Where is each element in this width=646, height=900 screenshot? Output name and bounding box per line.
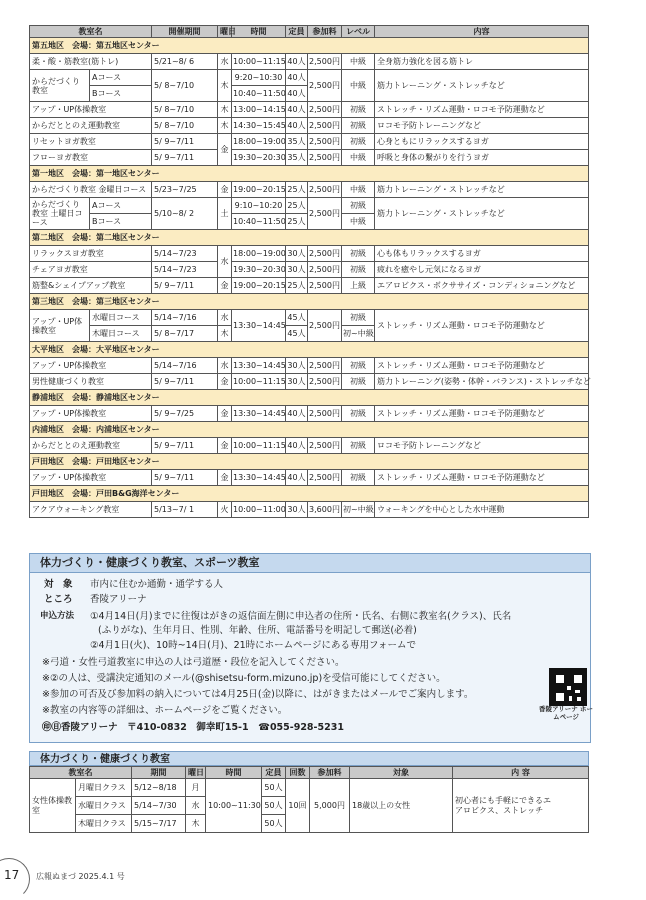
class-day: 土 (218, 198, 232, 230)
class-period: 5/13~7/ 1 (152, 502, 218, 518)
class-fee: 2,500円 (308, 70, 342, 102)
class-time: 10:40~11:50 (232, 214, 286, 230)
class-capacity: 25人 (286, 198, 308, 214)
class-name: からだづくり教室 土曜日コース (30, 198, 90, 230)
class-period: 5/ 9~7/11 (152, 374, 218, 390)
t2-cls: 月曜日クラス (76, 779, 132, 797)
district-row (30, 454, 589, 470)
class-day: 水 (218, 54, 232, 70)
class-time: 19:30~20:30 (232, 150, 286, 166)
class-period: 5/ 8~7/10 (152, 102, 218, 118)
class-capacity: 35人 (286, 150, 308, 166)
class-fee: 2,500円 (308, 310, 342, 342)
class-sub-course: 木曜日コース (90, 326, 152, 342)
district-label: 第二地区 会場：第二地区センター (30, 230, 589, 246)
table-row (30, 310, 589, 326)
class-name: アップ・UP体操教室 (30, 310, 90, 342)
t2-count: 10回 (286, 779, 310, 833)
class-name: リセットヨガ教室 (30, 134, 152, 150)
t2-day: 水 (186, 797, 206, 815)
class-fee: 2,500円 (308, 358, 342, 374)
class-capacity: 40人 (286, 70, 308, 86)
t2-col-period: 期間 (132, 767, 186, 779)
class-level: 初~中級 (342, 502, 375, 518)
class-content: 筋力トレーニング(姿勢・体幹・バランス)・ストレッチなど (375, 374, 589, 390)
class-capacity: 40人 (286, 438, 308, 454)
contact-line: ㊞㊐香陵アリーナ 〒410-0832 御幸町15-1 ☎055-928-5231 (42, 722, 344, 733)
class-content: 疲れを癒やし元気になるヨガ (375, 262, 589, 278)
class-content: 心も体もリラックスするヨガ (375, 246, 589, 262)
district-label: 大平地区 会場：大平地区センター (30, 342, 589, 358)
class-time: 9:20~10:30 (232, 70, 286, 86)
class-name: アップ・UP体操教室 (30, 470, 152, 486)
class-fee: 2,500円 (308, 262, 342, 278)
class-sub-course: 水曜日コース (90, 310, 152, 326)
class-content: ストレッチ・リズム運動・ロコモ予防運動など (375, 102, 589, 118)
class-level: 初級 (342, 358, 375, 374)
class-time: 13:00~14:15 (232, 102, 286, 118)
table-row (30, 102, 589, 118)
class-capacity: 45人 (286, 310, 308, 326)
class-time: 9:10~10:20 (232, 198, 286, 214)
class-fee: 2,500円 (308, 438, 342, 454)
class-name: からだととのえ運動教室 (30, 118, 152, 134)
class-day: 水 (218, 246, 232, 278)
class-capacity: 30人 (286, 262, 308, 278)
class-level: 初級 (342, 406, 375, 422)
district-row (30, 230, 589, 246)
class-content: ウォーキングを中心とした水中運動 (375, 502, 589, 518)
class-level: 初級 (342, 102, 375, 118)
class-day: 水 (218, 358, 232, 374)
class-period: 5/10~8/ 2 (152, 198, 218, 230)
class-period: 5/ 8~7/10 (152, 118, 218, 134)
class-level: 初級 (342, 118, 375, 134)
class-period: 5/ 9~7/11 (152, 438, 218, 454)
class-fee: 2,500円 (308, 278, 342, 294)
class-level: 初級 (342, 310, 375, 326)
class-day: 金 (218, 134, 232, 166)
class-name: アップ・UP体操教室 (30, 358, 152, 374)
class-level: 初~中級 (342, 326, 375, 342)
district-label: 戸田地区 会場：戸田B&G海洋センター (30, 486, 589, 502)
class-period: 5/14~7/23 (152, 262, 218, 278)
apply-line-2: (ふりがな)、生年月日、性別、年齢、住所、電話番号を明記して郵送(必着) (98, 625, 417, 636)
t2-col-fee: 参加料 (310, 767, 350, 779)
district-row (30, 342, 589, 358)
class-day: 木 (218, 102, 232, 118)
class-fee: 2,500円 (308, 102, 342, 118)
class-content: ストレッチ・リズム運動・ロコモ予防運動など (375, 470, 589, 486)
class-day: 火 (218, 502, 232, 518)
class-name: 男性健康づくり教室 (30, 374, 152, 390)
class-capacity: 40人 (286, 102, 308, 118)
t2-content (453, 779, 589, 833)
class-level: 中級 (342, 182, 375, 198)
class-capacity: 45人 (286, 326, 308, 342)
table-row (30, 502, 589, 518)
class-time: 18:00~19:00 (232, 246, 286, 262)
class-level: 上級 (342, 278, 375, 294)
class-day: 金 (218, 438, 232, 454)
class-fee: 2,500円 (308, 134, 342, 150)
class-sub-course: Aコース (90, 198, 152, 214)
district-row (30, 166, 589, 182)
class-name: からだづくり教室 (30, 70, 90, 102)
class-capacity: 40人 (286, 86, 308, 102)
class-period: 5/ 9~7/11 (152, 134, 218, 150)
col-header-capacity: 定員 (286, 26, 308, 38)
table-header-row (30, 26, 589, 38)
table-row (30, 246, 589, 262)
class-name: からだととのえ運動教室 (30, 438, 152, 454)
class-name: 筋整&シェイプアップ教室 (30, 278, 152, 294)
class-level: 初級 (342, 246, 375, 262)
table-row (30, 779, 589, 797)
class-capacity: 40人 (286, 406, 308, 422)
t2-time: 10:00~11:30 (206, 779, 262, 833)
table-row (30, 198, 589, 214)
class-time: 19:00~20:15 (232, 278, 286, 294)
table-row (30, 150, 589, 166)
class-period: 5/23~7/25 (152, 182, 218, 198)
class-time: 18:00~19:00 (232, 134, 286, 150)
district-row (30, 422, 589, 438)
class-sub-course: Bコース (90, 214, 152, 230)
t2-fee: 5,000円 (310, 779, 350, 833)
class-capacity: 40人 (286, 54, 308, 70)
class-day: 金 (218, 374, 232, 390)
class-period: 5/ 9~7/11 (152, 150, 218, 166)
t2-period: 5/14~7/30 (132, 797, 186, 815)
class-sub-course: Aコース (90, 70, 152, 86)
class-level: 初級 (342, 374, 375, 390)
class-period: 5/14~7/16 (152, 358, 218, 374)
class-fee: 2,500円 (308, 182, 342, 198)
class-capacity: 35人 (286, 134, 308, 150)
class-capacity: 30人 (286, 374, 308, 390)
note-4: ※教室の内容等の詳細は、ホームページをご覧ください。 (42, 705, 288, 716)
class-day: 金 (218, 406, 232, 422)
class-content: ロコモ予防トレーニングなど (375, 118, 589, 134)
class-period: 5/ 9~7/25 (152, 406, 218, 422)
t2-day: 木 (186, 815, 206, 833)
t2-col-content: 内 容 (453, 767, 589, 779)
table-row (30, 406, 589, 422)
qr-code-icon[interactable] (549, 668, 587, 706)
t2-col-time: 時間 (206, 767, 262, 779)
class-capacity: 40人 (286, 118, 308, 134)
class-time: 10:00~11:00 (232, 502, 286, 518)
class-fee: 2,500円 (308, 246, 342, 262)
table2-title: 体力づくり・健康づくり教室 (29, 751, 589, 766)
table-row (30, 374, 589, 390)
note-1: ※弓道・女性弓道教室に申込の人は弓道歴・段位を記入してください。 (42, 657, 345, 668)
class-sub-course: Bコース (90, 86, 152, 102)
col-header-content: 内容 (375, 26, 589, 38)
info-box (29, 553, 591, 743)
col-header-period: 開催期間 (152, 26, 218, 38)
class-time: 19:00~20:15 (232, 182, 286, 198)
class-level: 初級 (342, 438, 375, 454)
page-number: 17 (4, 868, 20, 882)
class-capacity: 30人 (286, 246, 308, 262)
class-content: 筋力トレーニング・ストレッチなど (375, 182, 589, 198)
t2-content-line-1: 初心者にも手軽にできるエ (455, 795, 551, 805)
class-fee: 3,600円 (308, 502, 342, 518)
qr-caption: 香陵アリーナ ホームページ (538, 705, 593, 721)
class-capacity: 30人 (286, 358, 308, 374)
t2-cls: 木曜日クラス (76, 815, 132, 833)
class-fee: 2,500円 (308, 150, 342, 166)
class-content: ストレッチ・リズム運動・ロコモ予防運動など (375, 406, 589, 422)
target-label: 対 象 (44, 579, 73, 590)
t2-col-capacity: 定員 (262, 767, 286, 779)
class-day: 木 (218, 70, 232, 102)
table-row (30, 262, 589, 278)
class-time: 10:00~11:15 (232, 374, 286, 390)
col-header-level: レベル (342, 26, 375, 38)
district-label: 戸田地区 会場：戸田地区センター (30, 454, 589, 470)
district-label: 静浦地区 会場：静浦地区センター (30, 390, 589, 406)
district-row (30, 294, 589, 310)
class-day: 木 (218, 118, 232, 134)
district-label: 第五地区 会場：第五地区センター (30, 38, 589, 54)
class-content: 心身ともにリラックスするヨガ (375, 134, 589, 150)
class-day: 水 (218, 310, 232, 326)
class-content: ロコモ予防トレーニングなど (375, 438, 589, 454)
class-time: 19:30~20:30 (232, 262, 286, 278)
class-fee: 2,500円 (308, 198, 342, 230)
class-content: 筋力トレーニング・ストレッチなど (375, 70, 589, 102)
class-period: 5/14~7/16 (152, 310, 218, 326)
class-fee: 2,500円 (308, 406, 342, 422)
place-label: ところ (44, 594, 73, 605)
class-name: 柔・酸・筋教室(筋トレ) (30, 54, 152, 70)
class-level: 中級 (342, 150, 375, 166)
class-period: 5/ 9~7/11 (152, 278, 218, 294)
class-day: 金 (218, 182, 232, 198)
t2-cap: 50人 (262, 779, 286, 797)
table-row (30, 118, 589, 134)
district-row (30, 38, 589, 54)
class-fee: 2,500円 (308, 54, 342, 70)
class-fee: 2,500円 (308, 118, 342, 134)
info-box-title: 体力づくり・健康づくり教室、スポーツ教室 (30, 554, 590, 573)
class-time: 10:00~11:15 (232, 438, 286, 454)
class-level: 中級 (342, 54, 375, 70)
place-text: 香陵アリーナ (90, 594, 147, 605)
class-period: 5/ 8~7/17 (152, 326, 218, 342)
class-content: 筋力トレーニング・ストレッチなど (375, 198, 589, 230)
t2-cap: 50人 (262, 815, 286, 833)
table-row (30, 470, 589, 486)
class-time: 13:30~14:45 (232, 470, 286, 486)
col-header-fee: 参加料 (308, 26, 342, 38)
page-footer (0, 858, 200, 888)
class-name: チェアヨガ教室 (30, 262, 152, 278)
class-day: 木 (218, 326, 232, 342)
class-period: 5/21~8/ 6 (152, 54, 218, 70)
t2-content-line-2: アロビクス、ストレッチ (455, 805, 544, 815)
apply-line-1: ①4月14日(月)までに往復はがきの返信面左側に申込者の住所・氏名、右側に教室名(クラス)、氏名 (90, 611, 512, 622)
class-name: アップ・UP体操教室 (30, 102, 152, 118)
table-row (30, 358, 589, 374)
table-row (30, 70, 589, 86)
apply-label: 申込方法 (40, 611, 75, 621)
table-row (30, 278, 589, 294)
col-header-name: 教室名 (30, 26, 152, 38)
publication-name: 広報ぬまづ 2025.4.1 号 (36, 872, 125, 881)
district-label: 第一地区 会場：第一地区センター (30, 166, 589, 182)
class-capacity: 25人 (286, 278, 308, 294)
class-fee: 2,500円 (308, 374, 342, 390)
t2-col-count: 回数 (286, 767, 310, 779)
t2-target: 18歳以上の女性 (350, 779, 453, 833)
note-3: ※参加の可否及び参加料の納入については4月25日(金)以降に、はがきまたはメールでご案内します。 (42, 689, 474, 700)
class-day: 金 (218, 470, 232, 486)
class-level: 初級 (342, 470, 375, 486)
class-time: 14:30~15:45 (232, 118, 286, 134)
t2-class-name: 女性体操教室 (30, 779, 76, 833)
class-content: ストレッチ・リズム運動・ロコモ予防運動など (375, 310, 589, 342)
t2-col-day: 曜日 (186, 767, 206, 779)
class-name: アップ・UP体操教室 (30, 406, 152, 422)
t2-cls: 水曜日クラス (76, 797, 132, 815)
table-row (30, 54, 589, 70)
apply-line-3: ②4月1日(火)、10時~14日(月)、21時にホームページにある専用フォームで (90, 640, 416, 651)
table-row (30, 182, 589, 198)
class-level: 初級 (342, 134, 375, 150)
schedule-table-women (29, 766, 589, 833)
table-row (30, 438, 589, 454)
class-time: 13:30~14:45 (232, 310, 286, 342)
t2-period: 5/12~8/18 (132, 779, 186, 797)
class-time: 10:00~11:15 (232, 54, 286, 70)
class-time: 13:30~14:45 (232, 406, 286, 422)
t2-cap: 50人 (262, 797, 286, 815)
class-level: 中級 (342, 214, 375, 230)
class-name: アクアウォーキング教室 (30, 502, 152, 518)
t2-period: 5/15~7/17 (132, 815, 186, 833)
class-content: 呼吸と身体の繋がりを行うヨガ (375, 150, 589, 166)
col-header-time: 時間 (232, 26, 286, 38)
col-header-day: 曜日 (218, 26, 232, 38)
table-row (30, 134, 589, 150)
schedule-table-main (29, 25, 589, 518)
class-period: 5/ 8~7/10 (152, 70, 218, 102)
class-level: 中級 (342, 70, 375, 102)
class-capacity: 40人 (286, 470, 308, 486)
class-capacity: 30人 (286, 502, 308, 518)
class-name: リラックスヨガ教室 (30, 246, 152, 262)
class-period: 5/ 9~7/11 (152, 470, 218, 486)
class-day: 金 (218, 278, 232, 294)
t2-day: 月 (186, 779, 206, 797)
class-content: ストレッチ・リズム運動・ロコモ予防運動など (375, 358, 589, 374)
class-name: フローヨガ教室 (30, 150, 152, 166)
note-2: ※②の人は、受講決定通知のメール(@shisetsu-form.mizuno.jp)を受信可能にしてください。 (42, 673, 446, 684)
class-content: 全身筋力強化を図る筋トレ (375, 54, 589, 70)
class-period: 5/14~7/23 (152, 246, 218, 262)
district-label: 第三地区 会場：第三地区センター (30, 294, 589, 310)
class-content: エアロビクス・ボクササイズ・コンディショニングなど (375, 278, 589, 294)
class-time: 13:30~14:45 (232, 358, 286, 374)
class-name: からだづくり教室 金曜日コース (30, 182, 152, 198)
target-text: 市内に住むか通勤・通学する人 (90, 579, 224, 590)
class-level: 初級 (342, 262, 375, 278)
class-capacity: 25人 (286, 182, 308, 198)
class-level: 初級 (342, 198, 375, 214)
district-row (30, 486, 589, 502)
t2-col-target: 対象 (350, 767, 453, 779)
table2-header-row (30, 767, 589, 779)
district-row (30, 390, 589, 406)
t2-col-name: 教室名 (30, 767, 132, 779)
district-label: 内浦地区 会場：内浦地区センター (30, 422, 589, 438)
class-time: 10:40~11:50 (232, 86, 286, 102)
class-capacity: 25人 (286, 214, 308, 230)
class-fee: 2,500円 (308, 470, 342, 486)
